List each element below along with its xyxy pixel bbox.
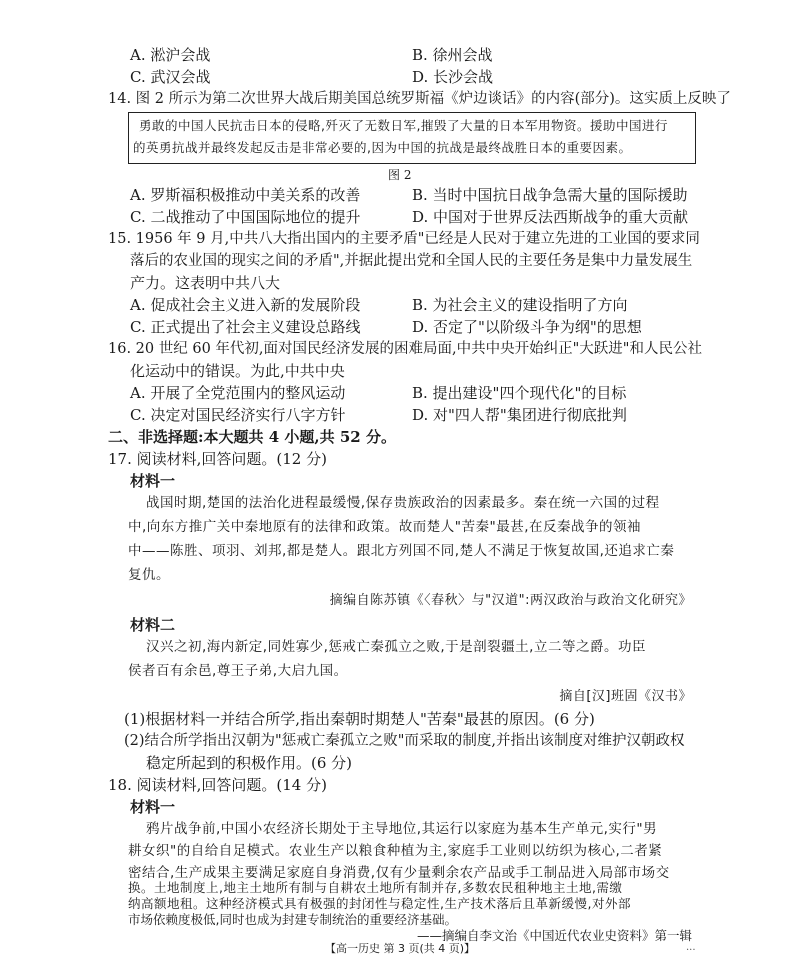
q17-material-1-line: 中——陈胜、项羽、刘邦,都是楚人。跟北方列国不同,楚人不满足于恢复故国,还追求亡秦 [128, 543, 675, 559]
q14-option-d: D. 中国对于世界反法西斯战争的重大贡献 [412, 208, 689, 226]
q17-material-2-line: 汉兴之初,海内新定,同姓寡少,惩戒亡秦孤立之败,于是剖裂疆土,立二等之爵。功臣 [146, 639, 646, 655]
q15-stem-line: 产力。这表明中共八大 [130, 274, 281, 292]
q17-material-2-line: 侯者百有余邑,尊王子弟,大启九国。 [128, 663, 348, 679]
q15-option-b: B. 为社会主义的建设指明了方向 [412, 296, 628, 314]
q17-material-2-source: 摘自[汉]班固《汉书》 [559, 689, 692, 704]
q18-material-1-line: 纳高额地租。这种经济模式具有极强的封闭性与稳定性,生产技术落后且革新缓慢,对外部 [128, 896, 631, 911]
q14-option-c: C. 二战推动了中国国际地位的提升 [130, 208, 361, 226]
q18-material-1-label: 材料一 [130, 798, 176, 816]
figure-2-quote-box [128, 112, 696, 164]
q15-stem-line: 落后的农业国的现实之间的矛盾",并据此提出党和全国人民的主要任务是集中力量发展生 [130, 253, 693, 269]
q17-subquestion-2: (2)结合所学指出汉朝为"惩戒亡秦孤立之败"而采取的制度,并指出该制度对维护汉朝政权 [124, 733, 685, 749]
figure-caption: 图 2 [388, 168, 412, 182]
q18-title: 18. 阅读材料,回答问题。(14 分) [108, 776, 327, 794]
q17-material-1-label: 材料一 [130, 472, 176, 490]
quote-line: 的英勇抗战并最终发起反击是非常必要的,因为中国的抗战是最终战胜日本的重要因素。 [133, 140, 632, 155]
q17-subquestion-2-cont: 稳定所起到的积极作用。(6 分) [146, 754, 353, 772]
q15-option-c: C. 正式提出了社会主义建设总路线 [130, 318, 361, 336]
q16-stem-line: 16. 20 世纪 60 年代初,面对国民经济发展的困难局面,中共中央开始纠正"大跃进"和人民公社 [108, 341, 702, 357]
q17-material-2-label: 材料二 [130, 616, 176, 634]
section-heading: 二、非选择题:本大题共 4 小题,共 52 分。 [108, 428, 396, 446]
q17-material-1-line: 战国时期,楚国的法治化进程最缓慢,保存贵族政治的因素最多。秦在统一六国的过程 [146, 495, 660, 511]
quote-line: 勇敢的中国人民抗击日本的侵略,歼灭了无数日军,摧毁了大量的日本军用物资。援助中国进行 [139, 118, 668, 133]
page-footer: 【高一历史 第 3 页(共 4 页)】 [324, 942, 476, 955]
q18-material-1-line: 市场依赖度极低,同时也成为封建专制统治的重要经济基础。 [128, 912, 457, 927]
q14-option-a: A. 罗斯福积极推动中美关系的改善 [130, 186, 361, 204]
q16-option-c: C. 决定对国民经济实行八字方针 [130, 406, 346, 424]
q17-subquestion-1: (1)根据材料一并结合所学,指出秦朝时期楚人"苦秦"最甚的原因。(6 分) [124, 710, 595, 728]
q15-stem-line: 15. 1956 年 9 月,中共八大指出国内的主要矛盾"已经是人民对于建立先进的工业国的要求同 [108, 231, 700, 247]
q15-option-a: A. 促成社会主义进入新的发展阶段 [130, 296, 361, 314]
q17-title: 17. 阅读材料,回答问题。(12 分) [108, 450, 327, 468]
q16-option-b: B. 提出建设"四个现代化"的目标 [412, 384, 627, 402]
q18-material-1-line: 耕女织"的自给自足模式。农业生产以粮食种植为主,家庭手工业则以纺织为核心,二者紧 [128, 843, 663, 859]
q14-option-b: B. 当时中国抗日战争急需大量的国际援助 [412, 186, 688, 204]
q16-stem-line: 化运动中的错误。为此,中共中央 [130, 362, 345, 380]
q13-option-b: B. 徐州会战 [412, 46, 493, 64]
q14-stem: 14. 图 2 所示为第二次世界大战后期美国总统罗斯福《炉边谈话》的内容(部分)。这实质上反映了 [108, 91, 731, 107]
q16-option-a: A. 开展了全党范围内的整风运动 [130, 384, 346, 402]
q17-material-1-source: 摘编自陈苏镇《〈春秋〉与"汉道":两汉政治与政治文化研究》 [329, 593, 692, 608]
q16-option-d: D. 对"四人帮"集团进行彻底批判 [412, 406, 627, 424]
q18-material-1-line: 换。土地制度上,地主土地所有制与自耕农土地所有制并存,多数农民租种地主土地,需缴 [128, 880, 623, 895]
corner-mark: ... [686, 942, 696, 953]
q15-option-d: D. 否定了"以阶级斗争为纲"的思想 [412, 318, 642, 336]
q18-material-1-source: ——摘编自李文治《中国近代农业史资料》第一辑 [416, 928, 692, 943]
q18-material-1-line: 密结合,生产成果主要满足家庭自身消费,仅有少量剩余农产品或手工制品进入局部市场交 [128, 865, 670, 881]
q13-option-d: D. 长沙会战 [412, 68, 494, 86]
q17-material-1-line: 中,向东方推广关中秦地原有的法律和政策。故而楚人"苦秦"最甚,在反秦战争的领袖 [128, 519, 642, 535]
q13-option-c: C. 武汉会战 [130, 68, 211, 86]
q18-material-1-line: 鸦片战争前,中国小农经济长期处于主导地位,其运行以家庭为基本生产单元,实行"男 [146, 821, 658, 837]
q13-option-a: A. 淞沪会战 [130, 46, 211, 64]
q17-material-1-line: 复仇。 [128, 567, 170, 583]
